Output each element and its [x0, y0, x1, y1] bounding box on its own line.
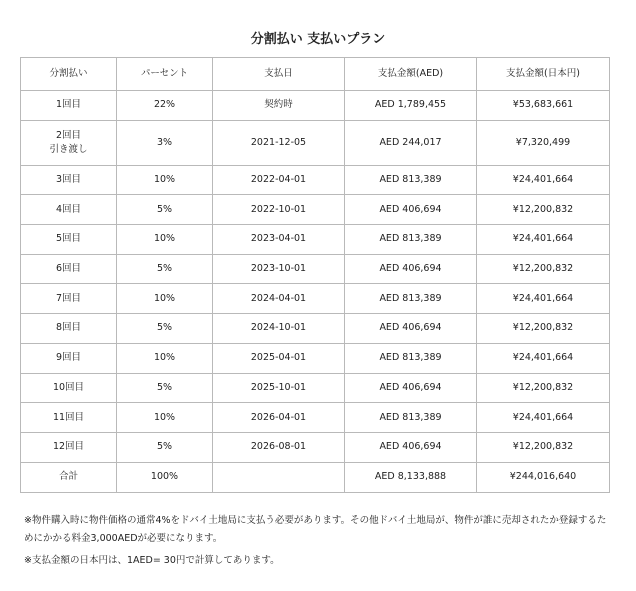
installment-label: 7回目	[55, 292, 82, 304]
cell-percent: 5%	[117, 373, 213, 403]
total-amount-jpy: ¥244,016,640	[477, 462, 610, 492]
cell-date: 2026-08-01	[213, 432, 345, 462]
total-amount-aed: AED 8,133,888	[345, 462, 477, 492]
cell-percent: 10%	[117, 165, 213, 195]
table-row	[21, 225, 610, 255]
cell-date: 契約時	[213, 91, 345, 121]
installment-label: 12回目	[52, 441, 85, 453]
page-title: 分割払い 支払いプラン	[250, 32, 386, 47]
cell-installment	[21, 195, 117, 225]
table-row	[21, 165, 610, 195]
installment-label: 4回目	[55, 203, 82, 215]
cell-amount-jpy: ¥12,200,832	[477, 373, 610, 403]
installment-label: 2回目	[55, 129, 82, 141]
cell-amount-aed: AED 813,389	[345, 165, 477, 195]
cell-amount-jpy: ¥24,401,664	[477, 403, 610, 433]
cell-amount-aed: AED 813,389	[345, 225, 477, 255]
table-row	[21, 432, 610, 462]
payment-plan-table	[20, 57, 610, 493]
cell-percent: 5%	[117, 254, 213, 284]
cell-date: 2022-10-01	[213, 195, 345, 225]
cell-date: 2023-10-01	[213, 254, 345, 284]
installment-label: 10回目	[52, 381, 85, 393]
cell-installment	[21, 254, 117, 284]
header-amount-aed: 支払金額(AED)	[345, 58, 477, 91]
footnotes	[24, 512, 614, 574]
total-label: 合計	[21, 462, 117, 492]
table-row	[21, 195, 610, 225]
table-row	[21, 403, 610, 433]
installment-label: 1回目	[55, 99, 82, 111]
cell-date: 2026-04-01	[213, 403, 345, 433]
cell-amount-jpy: ¥24,401,664	[477, 284, 610, 314]
cell-amount-aed: AED 406,694	[345, 254, 477, 284]
table-row	[21, 91, 610, 121]
cell-amount-jpy: ¥12,200,832	[477, 432, 610, 462]
header-date: 支払日	[213, 58, 345, 91]
cell-amount-aed: AED 406,694	[345, 195, 477, 225]
cell-date: 2021-12-05	[213, 120, 345, 165]
cell-amount-jpy: ¥12,200,832	[477, 195, 610, 225]
cell-amount-aed: AED 813,389	[345, 284, 477, 314]
total-date	[213, 462, 345, 492]
cell-date: 2023-04-01	[213, 225, 345, 255]
cell-amount-jpy: ¥7,320,499	[477, 120, 610, 165]
cell-installment	[21, 225, 117, 255]
installment-label: 6回目	[55, 263, 82, 275]
installment-label: 9回目	[55, 352, 82, 364]
cell-installment	[21, 314, 117, 344]
cell-installment	[21, 432, 117, 462]
installment-label: 5回目	[55, 233, 82, 245]
cell-amount-aed: AED 1,789,455	[345, 91, 477, 121]
cell-date: 2024-04-01	[213, 284, 345, 314]
cell-percent: 5%	[117, 195, 213, 225]
cell-installment	[21, 165, 117, 195]
cell-installment	[21, 403, 117, 433]
installment-label: 8回目	[55, 322, 82, 334]
table-header-row	[21, 58, 610, 91]
cell-percent: 10%	[117, 225, 213, 255]
cell-installment	[21, 373, 117, 403]
footnote-exchange-rate: ※支払金額の日本円は、1AED= 30円で計算してあります。	[24, 555, 280, 566]
cell-percent: 5%	[117, 314, 213, 344]
footnote-land-fee: ※物件購入時に物件価格の通常4%をドバイ土地局に支払う必要があります。その他ドバイ土地局が、物件が誰に売却されたか登録するためにかかる料金3,000AEDが必要になります。	[24, 515, 607, 544]
cell-amount-jpy: ¥24,401,664	[477, 165, 610, 195]
installment-sublabel: 引き渡し	[49, 143, 88, 155]
cell-amount-aed: AED 813,389	[345, 403, 477, 433]
cell-percent: 10%	[117, 403, 213, 433]
cell-installment	[21, 91, 117, 121]
table-row	[21, 314, 610, 344]
installment-label: 3回目	[55, 174, 82, 186]
cell-installment	[21, 343, 117, 373]
cell-date: 2025-10-01	[213, 373, 345, 403]
cell-percent: 22%	[117, 91, 213, 121]
cell-amount-jpy: ¥12,200,832	[477, 314, 610, 344]
total-percent: 100%	[117, 462, 213, 492]
header-installment: 分割払い	[21, 58, 117, 91]
cell-percent: 10%	[117, 343, 213, 373]
table-total-row	[21, 462, 610, 492]
table-row	[21, 373, 610, 403]
cell-date: 2024-10-01	[213, 314, 345, 344]
cell-installment	[21, 284, 117, 314]
table-row	[21, 254, 610, 284]
table-body	[21, 91, 610, 493]
table-row	[21, 343, 610, 373]
table-row	[21, 284, 610, 314]
cell-amount-aed: AED 406,694	[345, 373, 477, 403]
header-percent: パーセント	[117, 58, 213, 91]
installment-label: 11回目	[52, 411, 85, 423]
cell-amount-jpy: ¥24,401,664	[477, 343, 610, 373]
cell-amount-aed: AED 244,017	[345, 120, 477, 165]
cell-percent: 5%	[117, 432, 213, 462]
cell-percent: 10%	[117, 284, 213, 314]
cell-amount-aed: AED 406,694	[345, 314, 477, 344]
cell-amount-aed: AED 813,389	[345, 343, 477, 373]
cell-amount-jpy: ¥53,683,661	[477, 91, 610, 121]
table-row	[21, 120, 610, 165]
cell-percent: 3%	[117, 120, 213, 165]
cell-amount-aed: AED 406,694	[345, 432, 477, 462]
cell-date: 2025-04-01	[213, 343, 345, 373]
cell-date: 2022-04-01	[213, 165, 345, 195]
cell-installment	[21, 120, 117, 165]
cell-amount-jpy: ¥24,401,664	[477, 225, 610, 255]
header-amount-jpy: 支払金額(日本円)	[477, 58, 610, 91]
cell-amount-jpy: ¥12,200,832	[477, 254, 610, 284]
